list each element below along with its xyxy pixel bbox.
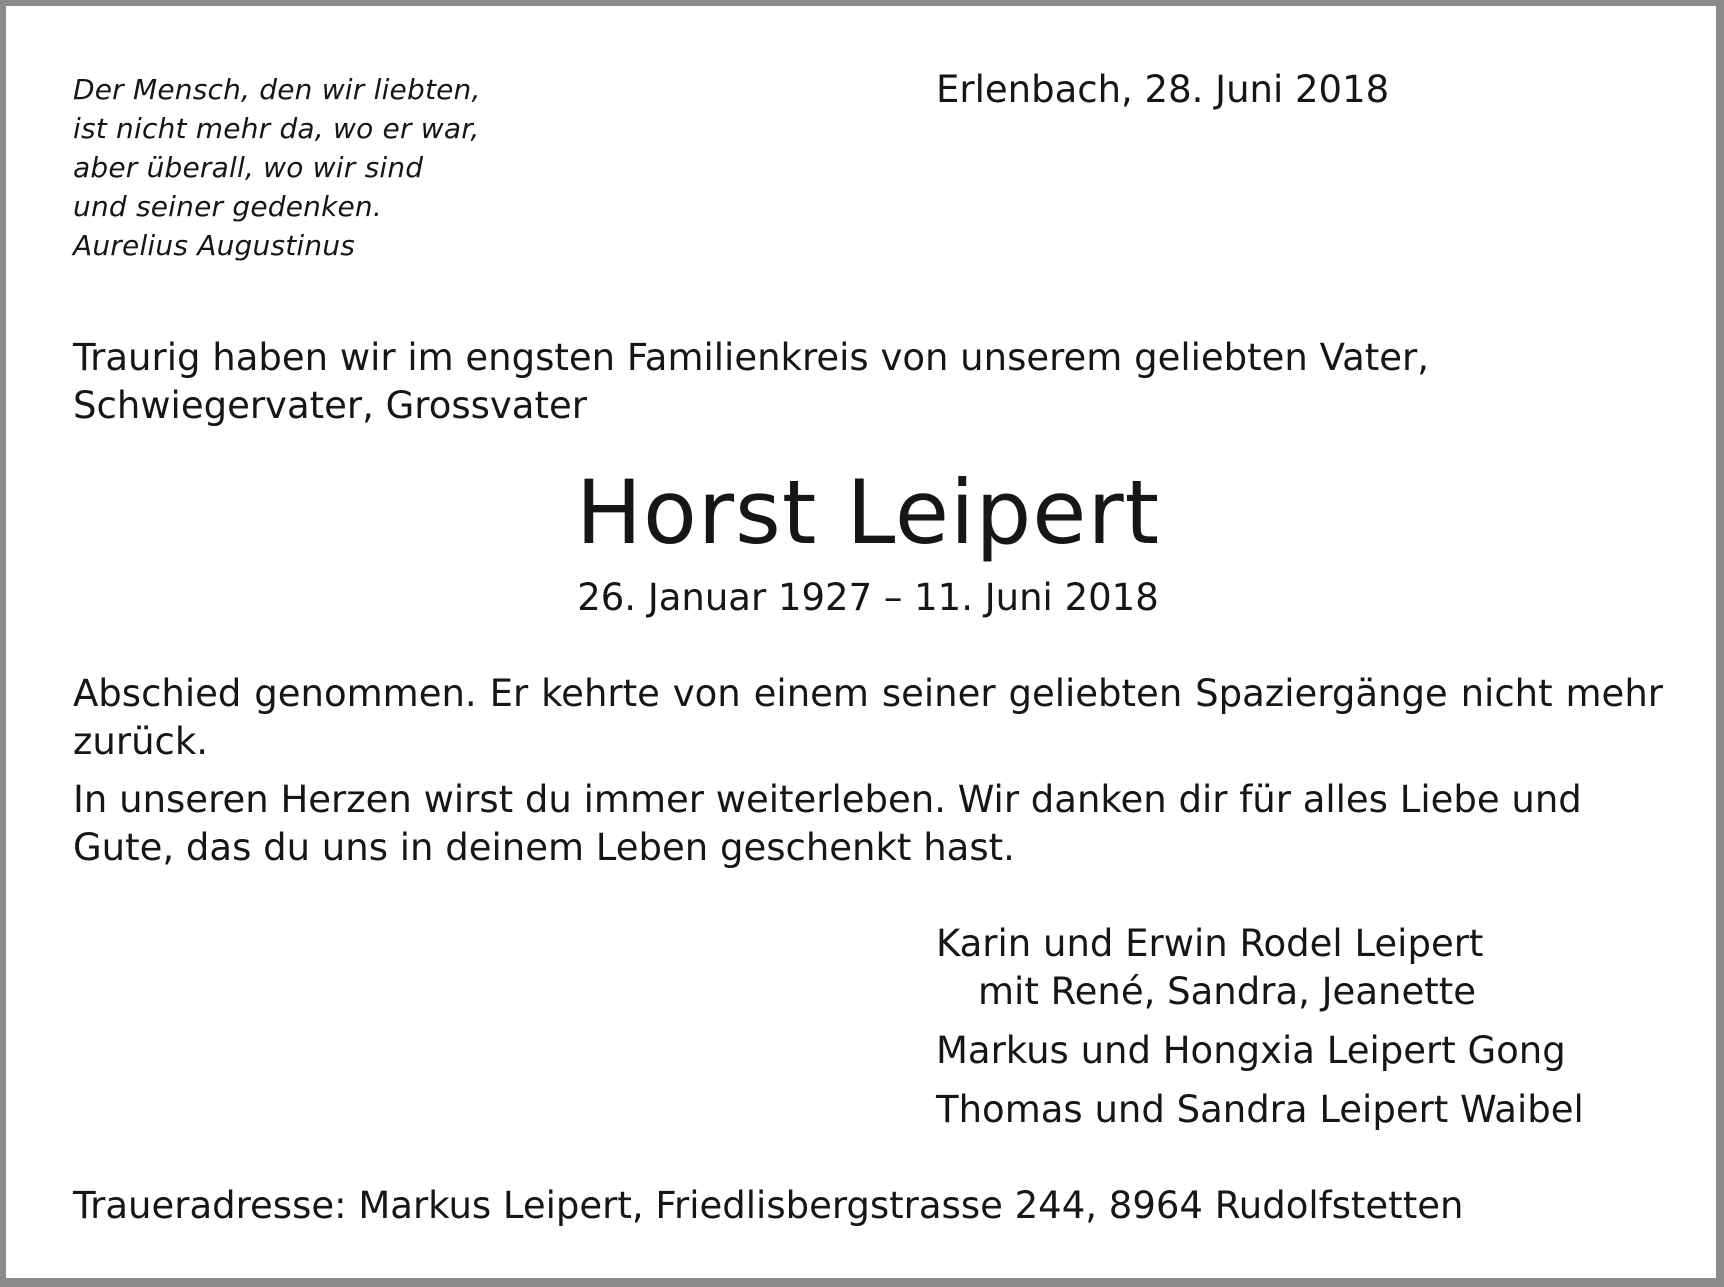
farewell-text: Abschied genommen. Er kehrte von einem seiner geliebten Spaziergänge nicht mehr zurück. xyxy=(73,672,1663,763)
quote-line: und seiner gedenken. xyxy=(73,190,382,223)
memorial-quote xyxy=(73,70,633,265)
mourners-list xyxy=(936,920,1696,1134)
remembrance-text: In unseren Herzen wirst du immer weiterleben. Wir danken dir für alles Liebe und Gute, das du uns in deinem Leben geschenkt hast. xyxy=(73,778,1582,869)
place-and-date: Erlenbach, 28. Juni 2018 xyxy=(936,68,1390,111)
mourning-address: Traueradresse: Markus Leipert, Friedlisbergstrasse 244, 8964 Rudolfstetten xyxy=(73,1184,1464,1227)
quote-line: ist nicht mehr da, wo er war, xyxy=(73,112,480,145)
mourner-family-2: Markus und Hongxia Leipert Gong xyxy=(936,1029,1566,1072)
deceased-name: Horst Leipert xyxy=(575,461,1161,564)
mourner-family-3: Thomas und Sandra Leipert Waibel xyxy=(936,1088,1584,1131)
mourner-family-1-children: mit René, Sandra, Jeanette xyxy=(978,970,1476,1013)
life-dates: 26. Januar 1927 – 11. Juni 2018 xyxy=(577,576,1159,619)
quote-line: aber überall, wo wir sind xyxy=(73,151,424,184)
quote-line: Der Mensch, den wir liebten, xyxy=(73,73,481,106)
mourner-family-1: Karin und Erwin Rodel Leipert xyxy=(936,922,1484,965)
intro-text: Traurig haben wir im engsten Familienkreis von unserem geliebten Vater, Schwiegervater, Grossvater xyxy=(73,336,1429,427)
quote-author: Aurelius Augustinus xyxy=(73,229,356,262)
